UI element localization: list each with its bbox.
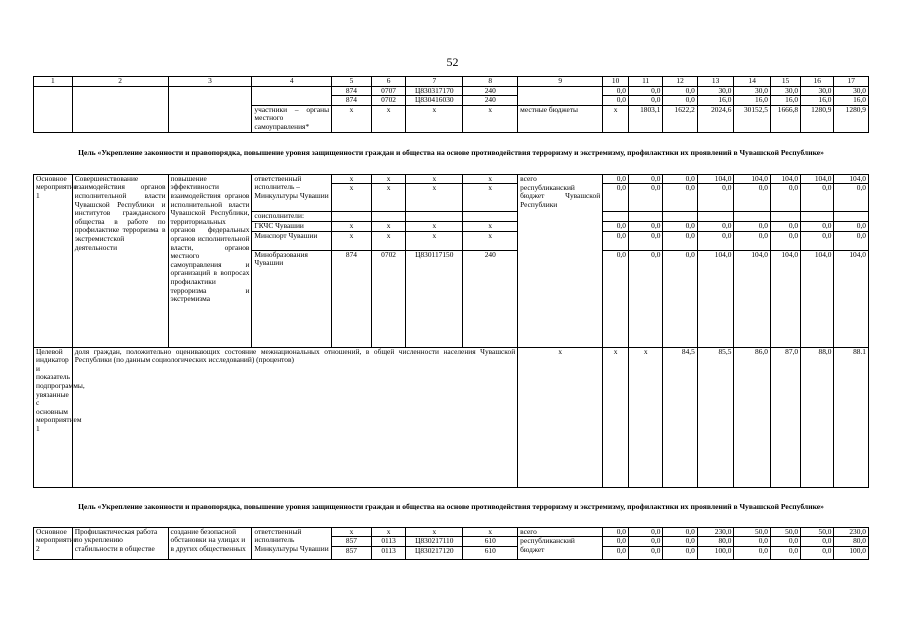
table-cell: 88,0 — [801, 347, 834, 487]
header-cell: 13 — [697, 77, 734, 87]
table-cell: x — [406, 184, 463, 212]
source-cell: всего — [518, 174, 603, 184]
executor-cell: участники – органы местного самоуправления* — [252, 105, 332, 132]
table-cell: 0,0 — [663, 546, 697, 559]
table-cell: 104,0 — [770, 250, 800, 347]
table-cell: 0,0 — [663, 86, 697, 96]
executor-cell: соисполнители: — [252, 212, 332, 222]
table-cell: x — [371, 184, 405, 212]
task-cell: создание безопасной обстановки на улицах и в других общественных — [168, 527, 252, 559]
table-cell: 0,0 — [628, 86, 662, 96]
table-cell: x — [463, 184, 518, 212]
table-cell: 0702 — [371, 96, 405, 106]
table-cell: 0,0 — [770, 231, 800, 250]
table-cell: x — [371, 231, 405, 250]
header-cell: 11 — [628, 77, 662, 87]
table-cell: 0,0 — [628, 546, 662, 559]
table-cell: 0,0 — [603, 174, 629, 184]
indicator-text: доля граждан, положительно оценивающих состояние межнациональных отношений, в общей численности населения Чувашской Республики (по данным социологических исследований) (процентов) — [72, 347, 517, 487]
table-cell: 104,0 — [697, 174, 734, 184]
table-cell: 0,0 — [697, 184, 734, 212]
header-cell: 6 — [371, 77, 405, 87]
table-cell: 1280,9 — [834, 105, 869, 132]
executor-cell: Минспорт Чувашии — [252, 231, 332, 250]
table-cell: Ц830416030 — [406, 96, 463, 106]
table-cell: 0,0 — [603, 221, 629, 231]
table-cell: 2024,6 — [697, 105, 734, 132]
table-cell: 0,0 — [628, 221, 662, 231]
table-cell: Ц830317170 — [406, 86, 463, 96]
table-cell: 0,0 — [663, 174, 697, 184]
table-cell: 85,5 — [697, 347, 734, 487]
table-cell: 0,0 — [603, 537, 629, 547]
table-row — [34, 174, 869, 184]
table-cell: Ц830217120 — [406, 546, 463, 559]
table-cell: 0,0 — [628, 231, 662, 250]
header-cell: 9 — [518, 77, 603, 87]
header-cell: 2 — [72, 77, 168, 87]
table-cell: 0,0 — [734, 231, 771, 250]
table-cell: 0,0 — [663, 221, 697, 231]
indicator-label: Целевой индикатор и показатель подпрограммы, увязанные с основным мероприятием 1 — [34, 347, 73, 487]
table-cell: 30,0 — [834, 86, 869, 96]
table-cell: 86,0 — [734, 347, 771, 487]
table-cell: 230,0 — [697, 527, 734, 537]
table-cell: x — [406, 231, 463, 250]
table-cell: 0,0 — [770, 184, 800, 212]
table-cell: 0,0 — [628, 527, 662, 537]
table-cell: x — [603, 347, 629, 487]
goal-heading: Цель «Укрепление законности и правопорядка, повышение уровня защищенности граждан и общества на основе противодействия терроризму и экстремизму, профилактики их проявлений в Чувашской Республике» — [78, 148, 824, 158]
table-cell: 50,0 — [734, 527, 771, 537]
table-cell: 30,0 — [801, 86, 834, 96]
table-cell: 0,0 — [734, 221, 771, 231]
table-cell: 80,0 — [834, 537, 869, 547]
table-cell: 0,0 — [628, 250, 662, 347]
header-cell: 10 — [603, 77, 629, 87]
page-number: 52 — [446, 55, 459, 69]
executor-cell: Минобразования Чувашии — [252, 250, 332, 347]
table-cell: 50,0 — [770, 527, 800, 537]
table-cell: 16,0 — [697, 96, 734, 106]
table-cell: 0,0 — [834, 221, 869, 231]
executor-cell: ГКЧС Чувашии — [252, 221, 332, 231]
table-cell: 874 — [332, 96, 372, 106]
table-cell: x — [332, 221, 372, 231]
header-cell: 14 — [734, 77, 771, 87]
table-cell: 0,0 — [603, 86, 629, 96]
table-cell: x — [463, 231, 518, 250]
table-cell: 0,0 — [663, 184, 697, 212]
table-cell: x — [371, 105, 405, 132]
table-cell: 104,0 — [770, 174, 800, 184]
table-cell: 0,0 — [801, 231, 834, 250]
table-cell: 0,0 — [603, 184, 629, 212]
table-cell: 0,0 — [603, 546, 629, 559]
table-cell: 0,0 — [770, 221, 800, 231]
table-cell: x — [463, 221, 518, 231]
table-cell: 0,0 — [603, 250, 629, 347]
header-cell: 1 — [34, 77, 73, 87]
table-cell: 16,0 — [801, 96, 834, 106]
table-cell: 104,0 — [801, 250, 834, 347]
header-cell: 4 — [252, 77, 332, 87]
table-cell: x — [406, 105, 463, 132]
table-cell: 0113 — [371, 537, 405, 547]
table-cell: 100,0 — [834, 546, 869, 559]
table-cell: 0,0 — [628, 184, 662, 212]
table-cell: 0702 — [371, 250, 405, 347]
table-cell: 104,0 — [734, 174, 771, 184]
header-cell: 15 — [770, 77, 800, 87]
table-cell: 104,0 — [834, 250, 869, 347]
table-cell: 104,0 — [697, 250, 734, 347]
table-cell: 1280,9 — [801, 105, 834, 132]
source-cell: республиканский бюджет — [518, 537, 603, 560]
task-cell: повышение эффективности взаимодействия органов исполнительной власти Чувашской Республики, территориальных органов федеральных органов исполнительной власти, органов местного самоуправления и организаций в вопросах профилактики терроризма и экстремизма — [168, 174, 252, 347]
table-cell: x — [371, 527, 405, 537]
table-cell: x — [332, 184, 372, 212]
table-cell: 0,0 — [697, 231, 734, 250]
table-cell: 0,0 — [628, 96, 662, 106]
header-cell: 17 — [834, 77, 869, 87]
table-cell: 0,0 — [663, 96, 697, 106]
status-cell: Основное мероприятие 2 — [34, 527, 73, 559]
table-cell: 0,0 — [834, 231, 869, 250]
table-cell: 0,0 — [770, 537, 800, 547]
table-cell: 0,0 — [697, 221, 734, 231]
table-cell: x — [332, 174, 372, 184]
table-cell: 0,0 — [663, 231, 697, 250]
table-cell: 0,0 — [603, 231, 629, 250]
table-cell: 0,0 — [663, 527, 697, 537]
header-cell: 7 — [406, 77, 463, 87]
table-cell: x — [332, 527, 372, 537]
table-cell: x — [463, 527, 518, 537]
table-cell: 30,0 — [734, 86, 771, 96]
table-cell: 0,0 — [603, 527, 629, 537]
table-cell: 0707 — [371, 86, 405, 96]
table-cell: 0,0 — [628, 537, 662, 547]
table-cell: 874 — [332, 86, 372, 96]
header-cell: 5 — [332, 77, 372, 87]
executor-cell: ответственный исполнитель Минкультуры Чувашии — [252, 527, 332, 559]
table-cell: 50,0 — [801, 527, 834, 537]
measure-name-cell: Совершенствование взаимодействия органов исполнительной власти Чувашской Республики и институтов гражданского общества в работе по профилактике терроризма в экстремистской деятельности — [72, 174, 168, 347]
table-cell: 857 — [332, 537, 372, 547]
table-cell: x — [463, 105, 518, 132]
table-cell: x — [332, 231, 372, 250]
table-cell: 104,0 — [734, 250, 771, 347]
table-cell: 0,0 — [734, 546, 771, 559]
table-cell: 80,0 — [697, 537, 734, 547]
source-cell: всего — [518, 527, 603, 537]
table-cell: 0,0 — [603, 96, 629, 106]
program-table — [33, 76, 869, 560]
measure-name-cell: Профилактическая работа по укреплению стабильности в обществе — [72, 527, 168, 559]
table-cell: x — [406, 221, 463, 231]
table-cell: 0,0 — [628, 174, 662, 184]
table-cell: 0,0 — [734, 184, 771, 212]
header-row — [34, 77, 869, 87]
table-cell: x — [463, 174, 518, 184]
goal-row — [34, 487, 869, 527]
table-cell: 240 — [463, 250, 518, 347]
table-cell: 0,0 — [801, 546, 834, 559]
header-cell: 12 — [663, 77, 697, 87]
table-cell: 1622,2 — [663, 105, 697, 132]
table-cell: 88.1 — [834, 347, 869, 487]
status-cell: Основное мероприятие 1 — [34, 174, 73, 347]
table-cell: x — [332, 105, 372, 132]
source-cell: местные бюджеты — [518, 105, 603, 132]
table-cell: x — [518, 347, 603, 487]
table-cell: 240 — [463, 96, 518, 106]
table-cell: 240 — [463, 86, 518, 96]
table-cell: x — [628, 347, 662, 487]
table-cell: 0,0 — [770, 546, 800, 559]
table-cell: 0,0 — [834, 184, 869, 212]
table-cell: 610 — [463, 537, 518, 547]
table-cell: 230,0 — [834, 527, 869, 537]
table-cell: Ц830117150 — [406, 250, 463, 347]
table-cell: 16,0 — [834, 96, 869, 106]
table-cell: 30152,5 — [734, 105, 771, 132]
table-cell: 16,0 — [770, 96, 800, 106]
indicator-row — [34, 347, 869, 487]
table-cell: x — [406, 174, 463, 184]
table-cell: 0,0 — [734, 537, 771, 547]
header-cell: 3 — [168, 77, 252, 87]
table-cell: x — [371, 221, 405, 231]
table-cell: 30,0 — [770, 86, 800, 96]
table-cell: Ц830217110 — [406, 537, 463, 547]
table-cell: 87,0 — [770, 347, 800, 487]
header-cell: 8 — [463, 77, 518, 87]
table-cell: 0,0 — [663, 250, 697, 347]
executor-cell: ответственный исполнитель – Минкультуры Чувашии — [252, 174, 332, 212]
table-cell: 104,0 — [834, 174, 869, 184]
table-cell: 16,0 — [734, 96, 771, 106]
table-cell: 84,5 — [663, 347, 697, 487]
table-cell: 0,0 — [801, 221, 834, 231]
goal-heading: Цель «Укрепление законности и правопорядка, повышение уровня защищенности граждан и общества на основе противодействия терроризму и экстремизму, профилактики их проявлений в Чувашской Республике» — [78, 502, 824, 512]
table-cell: 0,0 — [801, 537, 834, 547]
table-cell: x — [603, 105, 629, 132]
goal-row — [34, 132, 869, 174]
table-cell: 0113 — [371, 546, 405, 559]
table-cell: 1803,1 — [628, 105, 662, 132]
table-cell: 874 — [332, 250, 372, 347]
table-cell: 100,0 — [697, 546, 734, 559]
header-cell: 16 — [801, 77, 834, 87]
table-cell: 0,0 — [801, 184, 834, 212]
table-cell: 104,0 — [801, 174, 834, 184]
table-cell: 30,0 — [697, 86, 734, 96]
table-cell: x — [406, 527, 463, 537]
source-cell: республиканский бюджет Чувашской Республики — [518, 184, 603, 347]
table-cell: x — [371, 174, 405, 184]
table-cell: 610 — [463, 546, 518, 559]
table-cell: 1666,8 — [770, 105, 800, 132]
table-cell: 0,0 — [663, 537, 697, 547]
table-cell: 857 — [332, 546, 372, 559]
